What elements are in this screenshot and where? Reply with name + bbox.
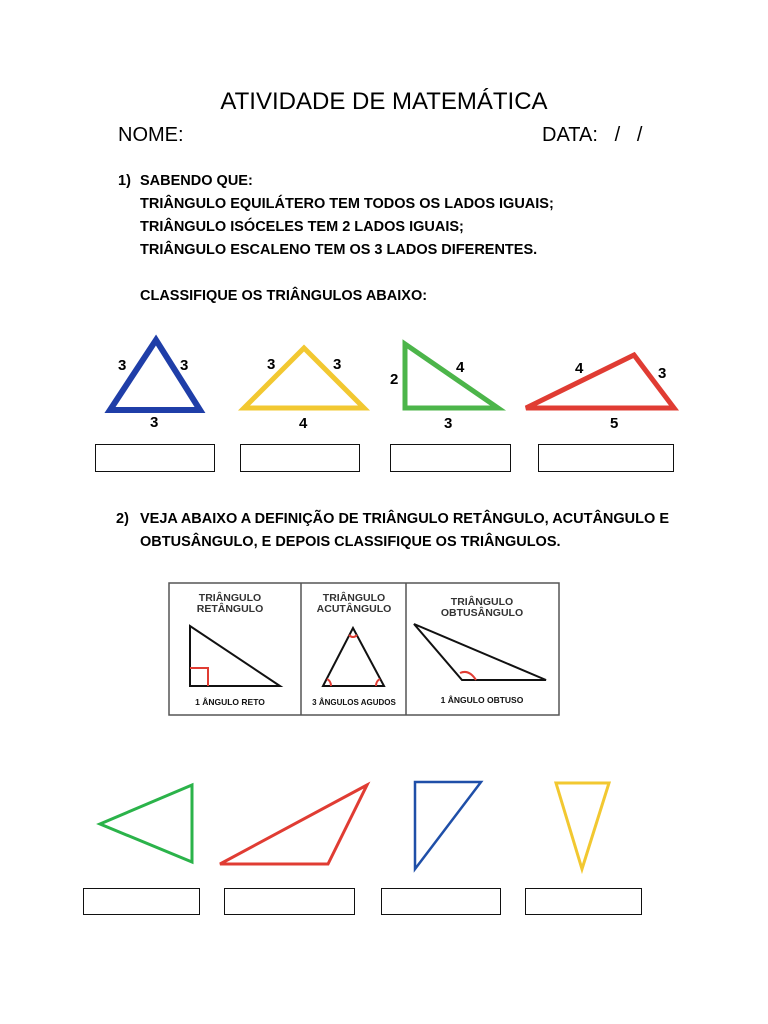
reference-title: ACUTÂNGULO	[316, 603, 392, 615]
reference-caption: 1 ÂNGULO OBTUSO	[440, 695, 524, 705]
question-1-line: TRIÂNGULO EQUILÁTERO TEM TODOS OS LADOS IGUAIS;	[140, 196, 554, 212]
triangle-3-side-left: 2	[390, 371, 399, 388]
triangle-1-side-right: 3	[180, 357, 189, 374]
question-1-line: TRIÂNGULO ESCALENO TEM OS 3 LADOS DIFERENTES.	[140, 242, 538, 258]
reference-title: TRIÂNGULO	[198, 592, 262, 604]
answer-box-1[interactable]	[95, 444, 215, 472]
answer-box-2[interactable]	[240, 444, 360, 472]
angle-reference-chart	[168, 582, 560, 716]
obtuse-triangle-red	[220, 785, 367, 864]
question-2-number: 2)	[116, 511, 129, 527]
reference-title: RETÂNGULO	[196, 603, 264, 615]
question-2-text: VEJA ABAIXO A DEFINIÇÃO DE TRIÂNGULO RETÂNGULO, ACUTÂNGULO E OBTUSÂNGULO, E DEPOIS CLASSIFIQUE OS TRIÂNGULOS.	[140, 511, 669, 550]
triangle-2-side-bottom: 4	[299, 415, 308, 432]
page-title: ATIVIDADE DE MATEMÁTICA	[220, 88, 548, 115]
angle-triangles-figure	[90, 770, 650, 880]
name-label: NOME:	[118, 124, 184, 146]
reference-title: TRIÂNGULO	[450, 596, 514, 608]
question-1-text	[140, 170, 554, 308]
triangle-1-side-bottom: 3	[150, 414, 159, 431]
answer-box-8[interactable]	[525, 888, 642, 915]
question-1-line: TRIÂNGULO ISÓCELES TEM 2 LADOS IGUAIS;	[140, 219, 464, 235]
answer-box-3[interactable]	[390, 444, 511, 472]
date-label: DATA: / /	[542, 124, 643, 146]
answer-box-4[interactable]	[538, 444, 674, 472]
reference-title: TRIÂNGULO	[322, 592, 386, 604]
triangle-4-side-bottom: 5	[610, 415, 619, 432]
triangle-4-side-left: 4	[575, 360, 584, 377]
triangle-2-side-right: 3	[333, 356, 342, 373]
reference-title: OBTUSÂNGULO	[440, 607, 524, 619]
answer-box-7[interactable]	[381, 888, 501, 915]
question-1-line: SABENDO QUE:	[140, 173, 253, 189]
answer-box-6[interactable]	[224, 888, 355, 915]
question-1-instruction: CLASSIFIQUE OS TRIÂNGULOS ABAIXO:	[140, 288, 428, 304]
right-triangle-blue	[415, 782, 481, 869]
answer-box-5[interactable]	[83, 888, 200, 915]
acute-triangle-green	[100, 785, 192, 862]
reference-caption: 1 ÂNGULO RETO	[195, 697, 265, 707]
triangle-4-side-right: 3	[658, 365, 667, 382]
question-1-number: 1)	[118, 173, 131, 189]
triangle-2-side-left: 3	[267, 356, 276, 373]
side-triangles-figure	[90, 310, 690, 440]
triangle-3-side-bottom: 3	[444, 415, 453, 432]
acute-triangle-yellow	[556, 783, 609, 869]
reference-caption: 3 ÂNGULOS AGUDOS	[312, 698, 396, 707]
triangle-3-side-right: 4	[456, 359, 465, 376]
triangle-1-side-left: 3	[118, 357, 127, 374]
